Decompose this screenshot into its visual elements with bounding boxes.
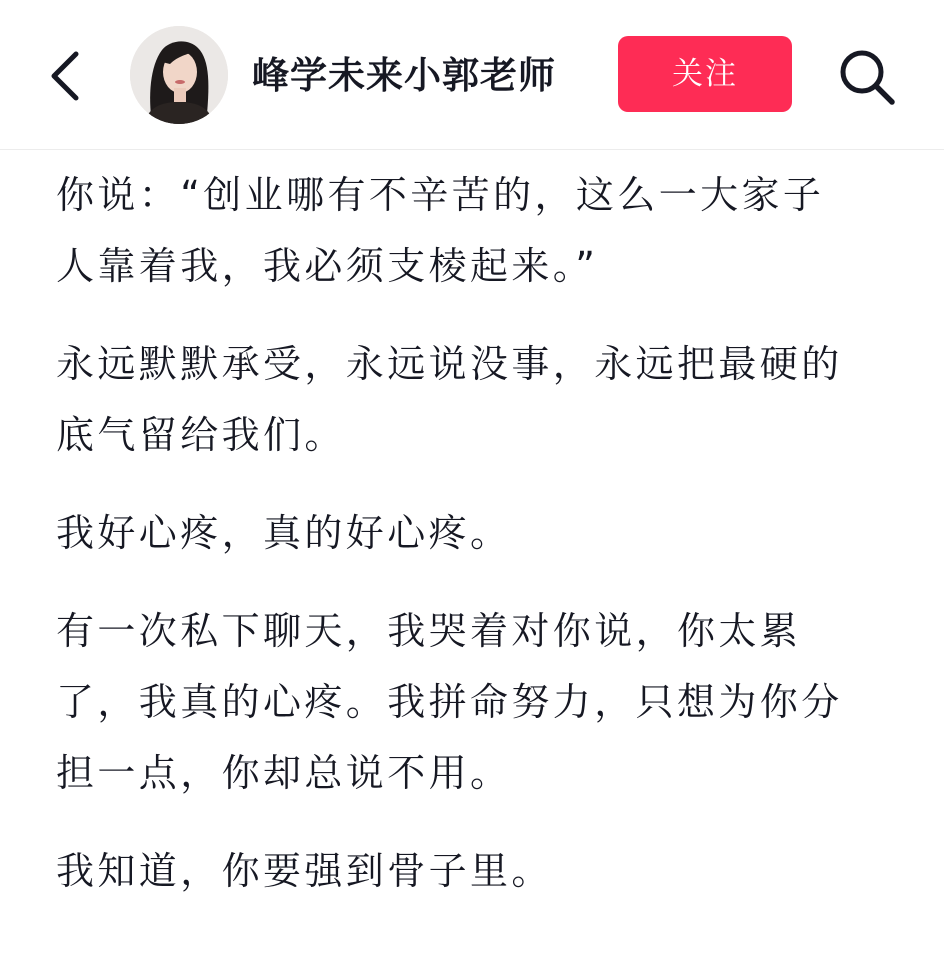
article-paragraph: 我好心疼，真的好心疼。 <box>56 511 512 555</box>
article-body <box>56 160 896 934</box>
author-name[interactable]: 峰学未来小郭老师 <box>252 54 556 97</box>
back-button[interactable] <box>36 42 96 110</box>
follow-button[interactable]: 关注 <box>618 36 792 112</box>
search-icon <box>836 46 898 108</box>
article-paragraph: 有一次私下聊天，我哭着对你说，你太累 了，我真的心疼。我拼命努力，只想为你分 担一点，你却总说不用。 <box>56 609 843 795</box>
article-paragraph: 你说：“创业哪有不辛苦的，这么一大家子 人靠着我，我必须支棱起来。” <box>56 173 825 288</box>
article-paragraph: 我知道，你要强到骨子里。 <box>56 849 553 893</box>
top-bar <box>0 0 944 150</box>
search-button[interactable] <box>832 44 902 110</box>
chevron-left-icon <box>46 48 86 104</box>
avatar[interactable] <box>130 26 228 124</box>
article-paragraph: 永远默默承受，永远说没事，永远把最硬的 底气留给我们。 <box>56 342 843 457</box>
